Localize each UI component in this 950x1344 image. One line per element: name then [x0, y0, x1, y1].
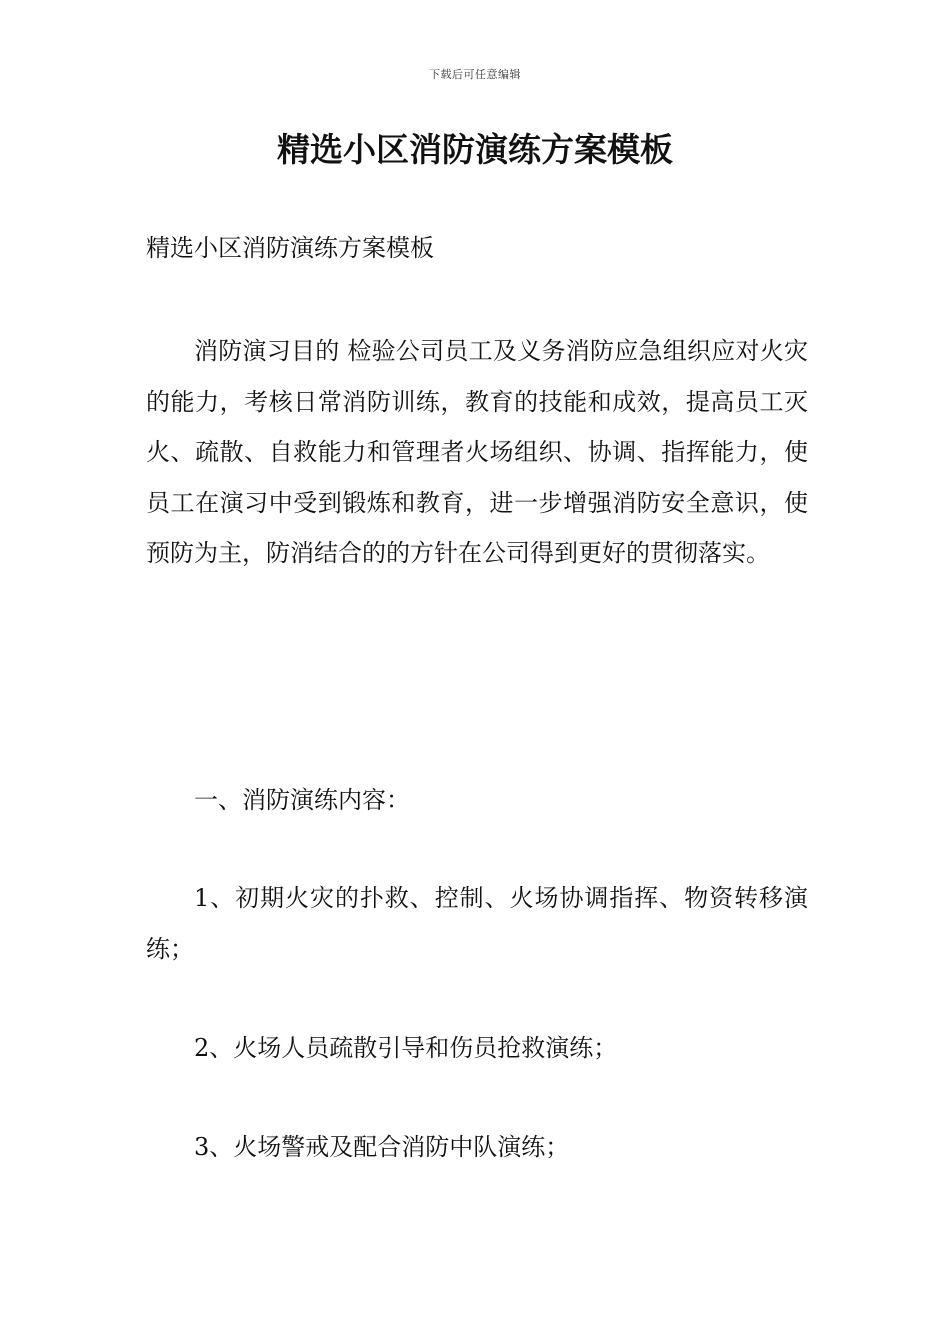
- document-title: 精选小区消防演练方案模板: [277, 130, 673, 169]
- section-heading: 一、消防演练内容：: [194, 786, 410, 814]
- list-item-2: 2、火场人员疏散引导和伤员抢救演练；: [194, 1034, 618, 1062]
- header-note: 下载后可任意编辑: [429, 68, 521, 81]
- list-item-3: 3、火场警戒及配合消防中队演练；: [194, 1133, 570, 1161]
- intro-paragraph: 消防演习目的 检验公司员工及义务消防应急组织应对火灾的能力，考核日常消防训练，教育的技能和成效，提高员工灭火、疏散、自救能力和管理者火场组织、协调、指挥能力，使员工在演习中受到锻炼和教育，进一步增强消防安全意识，使预防为主，防消结合的的方针在公司得到更好的贯彻落实。: [146, 337, 808, 567]
- document-subtitle: 精选小区消防演练方案模板: [146, 234, 434, 262]
- list-item-1: 1、初期火灾的扑救、控制、火场协调指挥、物资转移演练；: [146, 884, 808, 963]
